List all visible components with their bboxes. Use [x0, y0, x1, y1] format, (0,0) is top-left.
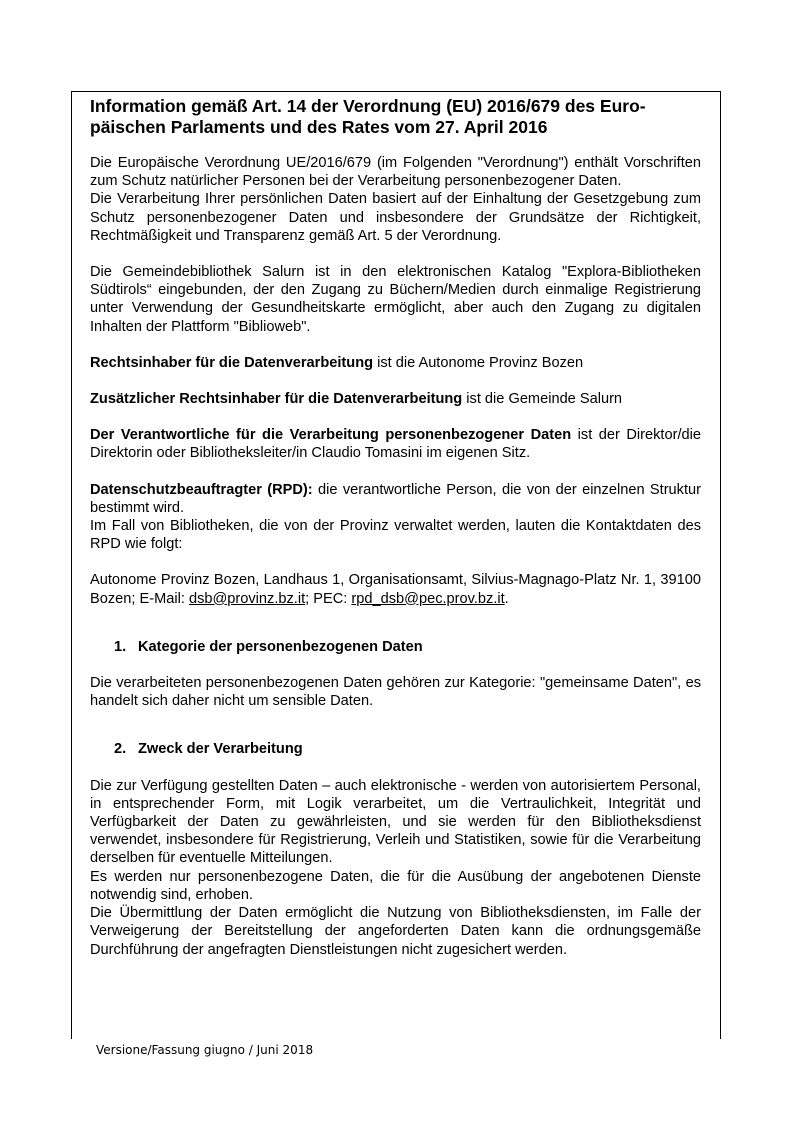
section-1-title: Kategorie der personenbezogenen Daten [138, 638, 423, 655]
contact-end: . [504, 590, 509, 607]
email-link[interactable]: dsb@provinz.bz.it [188, 590, 306, 607]
data-owner-label: Rechtsinhaber für die Datenverarbeitung [90, 354, 374, 371]
document-body [90, 96, 701, 959]
section-2-number: 2. [114, 741, 127, 758]
intro-paragraph-2: Die Verarbeitung Ihrer persönlichen Daten basiert auf der Einhaltung der Gesetzgebung zum Schutz personenbezogener Daten und insbesondere der Grundsätze der Richtigkeit, Rechtmäßigkeit und Transparenz gemäß Art. 5 der Verordnung. [90, 191, 701, 244]
data-co-owner-label: Zusätzlicher Rechtsinhaber für die Datenverarbeitung [90, 391, 463, 408]
section-1-text: Die verarbeiteten personenbezogenen Daten gehören zur Kategorie: "gemeinsame Daten", es handelt sich daher nicht um sensible Daten. [90, 675, 701, 710]
dpo-label: Datenschutzbeauftragter (RPD): [90, 481, 313, 498]
section-1-heading [90, 638, 701, 656]
dpo-paragraph [90, 481, 701, 517]
data-responsible [90, 426, 701, 462]
dpo-text: die verantwortliche Person, die von der einzelnen Struktur bestimmt wird. [90, 481, 701, 516]
section-1-number: 1. [114, 638, 127, 655]
section-2-heading [90, 740, 701, 758]
data-responsible-label: Der Verantwortliche für die Verarbeitung personenbezogener Daten [90, 427, 572, 444]
data-responsible-text: ist der Direktor/die Direktorin oder Bibliotheksleiter/in Claudio Tomasini im eigenen Sitz. [90, 427, 701, 462]
section-2-paragraph-3: Die Übermittlung der Daten ermöglicht die Nutzung von Bibliotheksdiensten, im Falle der Verweigerung der Bereitstellung der angeforderten Daten kann die ordnungsgemäße Durchführung der angefragten Dienstleistungen nicht zugesichert werden. [90, 905, 701, 958]
dpo-contact [90, 571, 701, 607]
pec-label: ; PEC: [305, 590, 352, 607]
data-owner-text: ist die Autonome Provinz Bozen [373, 354, 584, 371]
intro-paragraph-1: Die Europäische Verordnung UE/2016/679 (im Folgenden "Verordnung") enthält Vorschriften zum Schutz natürlicher Personen bei der Verarbeitung personenbezogener Daten. [90, 155, 701, 190]
section-2-paragraph-1: Die zur Verfügung gestellten Daten – auch elektronische - werden von autorisiertem Personal, in entsprechender Form, mit Logik verarbeitet, um die Vertraulichkeit, Integrität und Verfügbarkeit der Daten zu gewährleisten, und sie werden für den Bibliotheksdienst verwendet, insbesondere für Registrierung, Verleih und Statistiken, sowie für die Verarbeitung derselben für eventuelle Mitteilungen. [90, 777, 701, 867]
section-2-paragraph-2: Es werden nur personenbezogene Daten, die für die Ausübung der angebotenen Dienste notwendig sind, erhoben. [90, 868, 701, 903]
data-owner [90, 354, 701, 372]
data-co-owner [90, 390, 701, 408]
pec-link[interactable]: rpd_dsb@pec.prov.bz.it [351, 590, 505, 607]
data-co-owner-text: ist die Gemeinde Salurn [462, 391, 623, 408]
section-2-title: Zweck der Verarbeitung [138, 741, 303, 758]
intro-paragraph-3: Die Gemeindebibliothek Salurn ist in den elektronischen Katalog "Explora-Bibliotheken Südtirols“ eingebunden, der den Zugang zu Büchern/Medien durch einmalige Registrierung unter Verwendung der Gesundheitskarte ermöglicht, aber auch den Zugang zu digitalen Inhalten der Plattform "Biblioweb". [90, 264, 701, 335]
document-title: Information gemäß Art. 14 der Verordnung (EU) 2016/679 des Euro-päischen Parlaments und des Rates vom 27. April 2016 [90, 96, 646, 137]
contact-address: Autonome Provinz Bozen, Landhaus 1, Organisationsamt, Silvius-Magnago-Platz Nr. 1, 39100 Bozen; E-Mail: [90, 572, 701, 607]
dpo-paragraph-2: Im Fall von Bibliotheken, die von der Provinz verwaltet werden, lauten die Kontaktdaten des RPD wie folgt: [90, 518, 701, 553]
version-footer: Versione/Fassung giugno / Juni 2018 [96, 1043, 314, 1057]
